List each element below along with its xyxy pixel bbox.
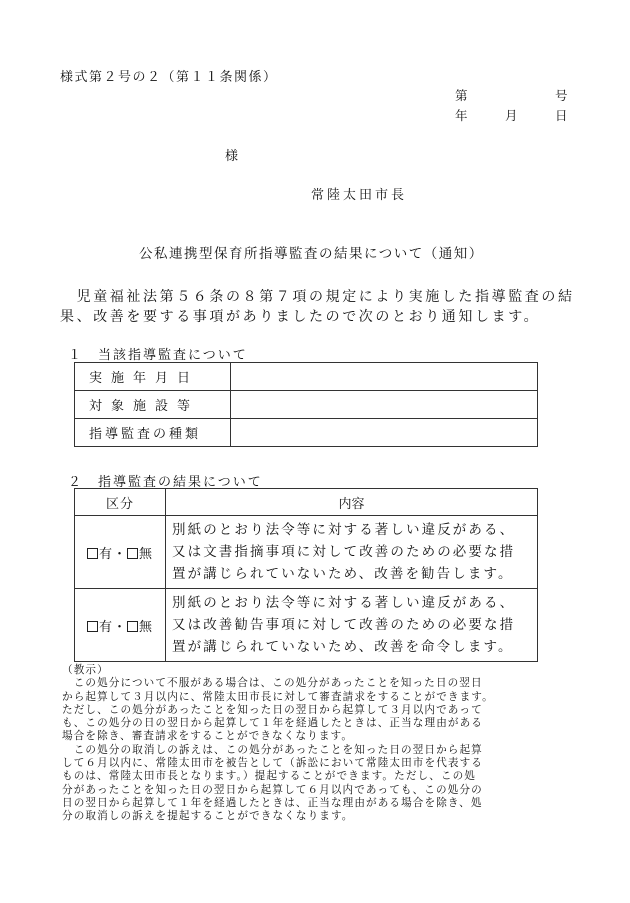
row-value-type xyxy=(231,419,538,447)
row-value-facility xyxy=(231,391,538,419)
column-header-category: 区分 xyxy=(75,489,166,516)
sender: 常陸太田市長 xyxy=(311,188,408,203)
notice-line: 分があったことを知った日の翌日から起算して６月以内であっても、この処分の xyxy=(62,783,483,796)
notice-line: この処分について不服がある場合は、この処分があったことを知った日の翌日 xyxy=(62,677,483,690)
content-line: 又は文書指摘事項に対して改善のための必要な措 xyxy=(172,544,516,560)
option-yes-label: 有 xyxy=(98,619,113,635)
checkbox-no[interactable] xyxy=(127,621,138,632)
content-line: 別紙のとおり法令等に対する著しい違反がある、 xyxy=(172,522,516,538)
content-cell xyxy=(166,589,538,662)
table-row xyxy=(75,419,538,447)
section1-heading: １ 当該指導監査について xyxy=(68,348,248,363)
date-year: 年 xyxy=(455,108,468,123)
notice-line: ものは、常陸太田市長となります。）提起することができます。ただし、この処 xyxy=(62,770,476,783)
table-row xyxy=(75,363,538,391)
audit-result-table xyxy=(74,488,538,662)
category-cell xyxy=(75,516,166,589)
document-title: 公私連携型保育所指導監査の結果について（通知） xyxy=(139,246,484,262)
option-separator: ・ xyxy=(112,619,127,635)
content-cell xyxy=(166,516,538,589)
audit-info-table xyxy=(74,362,538,447)
date-month: 月 xyxy=(505,108,518,123)
notice-line: ただし、この処分があったことを知った日の翌日から起算して３月以内であって xyxy=(62,703,483,716)
table-row xyxy=(75,589,538,662)
number-prefix: 第 xyxy=(455,88,468,103)
table-row xyxy=(75,516,538,589)
row-label-type: 指導監査の種類 xyxy=(75,419,231,447)
notice-line: 場合を除き、審査請求をすることができなくなります。 xyxy=(62,730,354,743)
option-no-label: 無 xyxy=(139,619,154,635)
table-row xyxy=(75,391,538,419)
notice-line: も、この処分の日の翌日から起算して１年を経過したときは、正当な理由がある xyxy=(62,717,483,730)
row-label-facility: 対象施設等 xyxy=(75,391,231,419)
content-line: 置が講じられていないため、改善を命令します。 xyxy=(172,639,514,655)
row-value-date xyxy=(231,363,538,391)
option-yes-label: 有 xyxy=(98,546,113,562)
content-line: 又は改善勧告事項に対して改善のための必要な措 xyxy=(172,617,516,633)
appeal-notice xyxy=(62,664,494,824)
option-separator: ・ xyxy=(112,546,127,562)
notice-line: 分の取消しの訴えを提起することができなくなります。 xyxy=(62,810,354,823)
checkbox-yes[interactable] xyxy=(87,548,98,559)
category-cell xyxy=(75,589,166,662)
addressee: 様 xyxy=(225,149,239,164)
option-no-label: 無 xyxy=(139,546,154,562)
notice-line: から起算して３月以内に、常陸太田市長に対して審査請求をすることができます。 xyxy=(62,690,494,703)
date-day: 日 xyxy=(555,108,568,123)
row-label-date: 実施年月日 xyxy=(75,363,231,391)
notice-line: この処分の取消しの訴えは、この処分があったことを知った日の翌日から起算 xyxy=(62,743,483,756)
number-suffix: 号 xyxy=(555,88,568,103)
content-line: 別紙のとおり法令等に対する著しい違反がある、 xyxy=(172,595,516,611)
checkbox-no[interactable] xyxy=(127,548,138,559)
notice-line: 日の翌日から起算して１年を経過したときは、正当な理由がある場合を除き、処 xyxy=(62,796,483,809)
content-line: 置が講じられていないため、改善を勧告します。 xyxy=(172,566,514,582)
checkbox-yes[interactable] xyxy=(87,621,98,632)
body-line-1: 児童福祉法第５６条の８第７項の規定により実施した指導監査の結 xyxy=(60,289,575,305)
table-header-row xyxy=(75,489,538,516)
column-header-content: 内容 xyxy=(166,489,538,516)
section2-heading: ２ 指導監査の結果について xyxy=(68,475,263,490)
notice-heading: （教示） xyxy=(62,664,109,676)
body-line-2: 果、改善を要する事項がありましたので次のとおり通知します。 xyxy=(60,309,541,325)
form-number: 様式第２号の２（第１１条関係） xyxy=(60,70,278,85)
notice-line: して６月以内に、常陸太田市を被告として（訴訟において常陸太田市を代表する xyxy=(62,757,483,770)
